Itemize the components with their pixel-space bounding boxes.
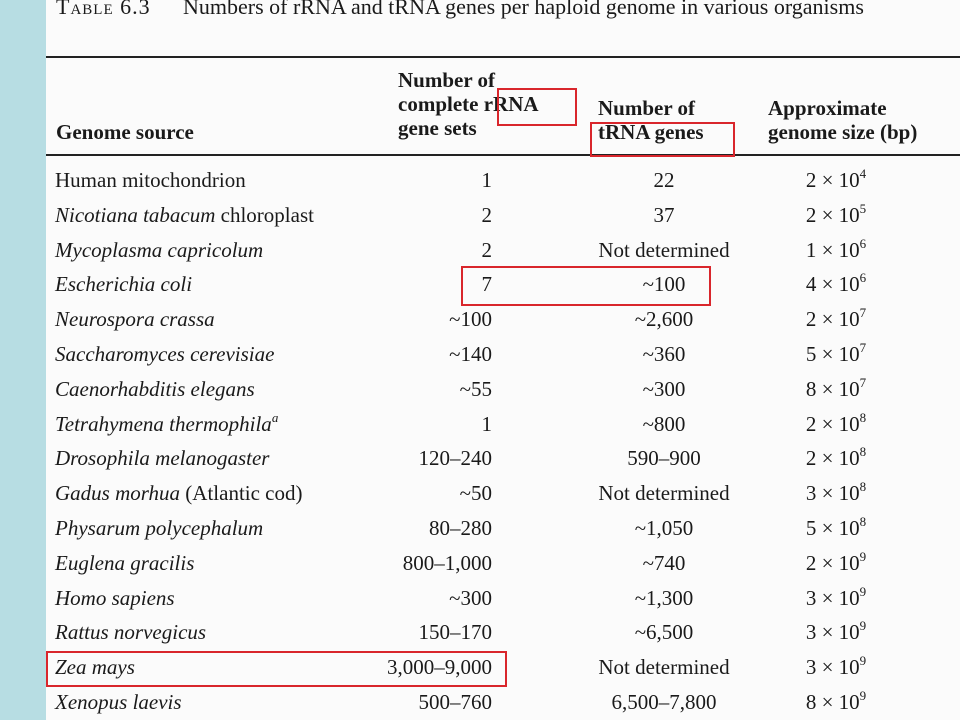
trna-count-cell: ~360 [642, 342, 686, 366]
table-row [0, 546, 960, 581]
genome-size-mantissa: 3 × 10 [805, 481, 860, 506]
rrna-count-cell: 7 [481, 272, 492, 297]
genome-size-exponent: 6 [859, 270, 867, 286]
trna-count-cell: ~300 [642, 376, 686, 401]
genome-size-cell [790, 198, 882, 233]
organism-name: Homo sapiens [55, 585, 175, 610]
header-rrna-line3: gene sets [398, 116, 477, 140]
rrna-count-cell: ~100 [449, 307, 492, 332]
table-row [0, 163, 960, 198]
rrna-count-cell: 120–240 [418, 446, 492, 471]
highlight-zea-mays-row [46, 651, 507, 687]
header-genome-source-text: Genome source [56, 120, 194, 144]
table-row [0, 615, 960, 650]
header-trna-line2: tRNA genes [598, 120, 704, 144]
trna-count-cell: ~1,050 [634, 516, 694, 540]
genome-size-cell [790, 302, 882, 337]
highlight-ecoli-row [461, 266, 711, 306]
trna-count-cell: ~740 [642, 550, 686, 575]
genome-size-exponent: 4 [859, 166, 867, 181]
genome-source-cell [55, 233, 263, 268]
rrna-count-cell: 1 [481, 168, 492, 192]
genome-size-cell [790, 476, 882, 511]
genome-size-exponent: 8 [859, 479, 867, 495]
genome-source-cell [55, 441, 269, 476]
organism-name: Neurospora crassa [55, 307, 215, 332]
organism-qualifier: chloroplast [215, 202, 314, 227]
rrna-count-cell: 500–760 [418, 690, 492, 714]
genome-source-cell [55, 302, 215, 337]
header-genome-source [56, 120, 194, 144]
organism-name: Drosophila melanogaster [55, 446, 270, 471]
genome-size-cell [790, 650, 882, 685]
organism-name: Tetrahymena thermophila [55, 411, 272, 436]
genome-source-cell [55, 337, 274, 372]
genome-size-cell [790, 581, 882, 616]
table-row [0, 302, 960, 337]
table-row [0, 441, 960, 476]
genome-source-cell [55, 372, 255, 407]
organism-name: Caenorhabditis elegans [55, 376, 255, 401]
genome-size-mantissa: 3 × 10 [805, 655, 860, 680]
genome-size-mantissa: 4 × 10 [805, 272, 860, 297]
top-rule [46, 56, 960, 58]
genome-size-mantissa: 1 × 10 [805, 237, 860, 262]
genome-size-exponent: 7 [859, 305, 867, 321]
genome-size-mantissa: 3 × 10 [805, 585, 860, 610]
genome-source-cell [55, 615, 206, 650]
header-rrna-line2: complete rRNA [398, 92, 539, 116]
genome-size-exponent: 8 [859, 409, 867, 425]
header-rrna-line1: Number of [398, 68, 496, 92]
genome-size-exponent: 9 [859, 688, 867, 703]
table-row [0, 407, 960, 442]
rrna-count-cell: ~50 [459, 481, 492, 506]
table-row [0, 511, 960, 546]
organism-name: Saccharomyces cerevisiae [55, 342, 275, 366]
genome-size-mantissa: 8 × 10 [805, 690, 860, 714]
table-row [0, 198, 960, 233]
genome-size-exponent: 9 [859, 653, 867, 669]
genome-size-exponent: 8 [859, 444, 867, 460]
trna-count-cell: Not determined [598, 481, 730, 506]
genome-size-cell [790, 685, 882, 720]
genome-size-cell [790, 441, 882, 476]
genome-size-cell [790, 267, 882, 302]
organism-name: Rattus norvegicus [55, 620, 207, 645]
genome-size-mantissa: 8 × 10 [805, 376, 860, 401]
organism-name: Gadus morhua [55, 481, 181, 506]
trna-count-cell: ~6,500 [634, 620, 694, 645]
genome-size-mantissa: 5 × 10 [805, 342, 860, 366]
trna-count-cell: 22 [653, 168, 675, 192]
trna-count-cell: 6,500–7,800 [611, 690, 717, 714]
trna-count-cell: 37 [653, 202, 675, 227]
trna-count-cell: ~2,600 [634, 307, 694, 332]
genome-source-cell [55, 546, 194, 581]
trna-count-cell: ~800 [642, 411, 686, 436]
table-row [0, 233, 960, 268]
trna-count-cell: ~1,300 [634, 585, 694, 610]
genome-size-mantissa: 5 × 10 [805, 516, 860, 540]
genome-source-cell [55, 511, 263, 546]
organism-name: Euglena gracilis [55, 550, 195, 575]
genome-size-exponent: 7 [859, 374, 867, 390]
trna-count-cell: 590–900 [627, 446, 701, 471]
rrna-count-cell: 150–170 [418, 620, 492, 645]
highlight-rrna-header [497, 88, 577, 126]
organism-name: Human mitochondrion [55, 168, 246, 192]
genome-size-exponent: 9 [859, 583, 867, 599]
header-gsize-line1: Approximate [768, 96, 887, 120]
rrna-count-cell: 800–1,000 [402, 550, 492, 575]
genome-size-exponent: 9 [859, 618, 867, 634]
organism-name: Mycoplasma capricolum [55, 237, 264, 262]
rrna-count-cell: 3,000–9,000 [387, 655, 492, 680]
table-label: Table 6.3 [56, 0, 151, 19]
genome-source-cell [55, 267, 192, 302]
organism-name: Zea mays [55, 655, 135, 680]
genome-size-cell [790, 407, 882, 442]
rrna-count-cell: 1 [481, 411, 492, 436]
organism-name: Physarum polycephalum [55, 516, 264, 540]
genome-source-cell [55, 581, 175, 616]
organism-name: Nicotiana tabacum [55, 202, 216, 227]
genome-source-cell [55, 685, 182, 720]
table-row [0, 337, 960, 372]
footnote-mark: a [271, 409, 279, 425]
genome-size-cell [790, 615, 882, 650]
genome-size-exponent: 7 [859, 340, 867, 355]
trna-count-cell: Not determined [598, 655, 730, 680]
table-title: Numbers of rRNA and tRNA genes per haploid genome in various organisms [183, 0, 864, 19]
rrna-count-cell: ~140 [449, 342, 492, 366]
header-genome-size [768, 96, 917, 144]
organism-name: Xenopus laevis [55, 690, 182, 714]
rrna-count-cell: ~300 [449, 585, 492, 610]
genome-size-cell [790, 233, 882, 268]
genome-source-cell [55, 407, 278, 442]
organism-name: Escherichia coli [55, 272, 193, 297]
genome-size-mantissa: 2 × 10 [805, 168, 860, 192]
genome-size-cell [790, 163, 882, 198]
genome-size-mantissa: 2 × 10 [805, 446, 860, 471]
trna-count-cell: ~100 [642, 272, 686, 297]
rrna-count-cell: 2 [481, 202, 492, 227]
genome-size-cell [790, 337, 882, 372]
genome-size-mantissa: 2 × 10 [805, 550, 860, 575]
genome-size-exponent: 9 [859, 548, 867, 564]
table-row [0, 476, 960, 511]
genome-size-exponent: 8 [859, 514, 867, 529]
header-rule [46, 154, 960, 156]
genome-size-exponent: 6 [859, 235, 867, 251]
genome-size-cell [790, 511, 882, 546]
genome-size-mantissa: 2 × 10 [805, 307, 860, 332]
organism-qualifier: (Atlantic cod) [180, 481, 303, 506]
genome-size-cell [790, 546, 882, 581]
header-trna-line1: Number of [598, 96, 696, 120]
header-gsize-line2: genome size (bp) [768, 120, 918, 144]
rrna-count-cell: 80–280 [429, 516, 492, 540]
table-row [0, 581, 960, 616]
trna-count-cell: Not determined [598, 237, 730, 262]
table-row [0, 685, 960, 720]
genome-size-mantissa: 2 × 10 [805, 202, 860, 227]
table-row [0, 372, 960, 407]
rrna-count-cell: ~55 [459, 376, 492, 401]
genome-source-cell [55, 163, 246, 198]
genome-size-mantissa: 2 × 10 [805, 411, 860, 436]
highlight-trna-header [590, 122, 735, 157]
genome-size-cell [790, 372, 882, 407]
rrna-count-cell: 2 [481, 237, 492, 262]
genome-size-exponent: 5 [859, 200, 867, 216]
genome-size-mantissa: 3 × 10 [805, 620, 860, 645]
